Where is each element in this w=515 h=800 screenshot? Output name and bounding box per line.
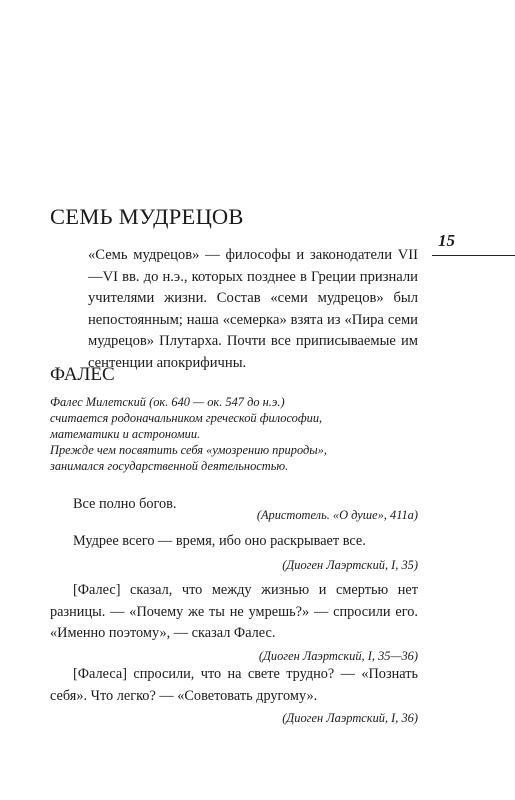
quote-text: Все полно богов. (73, 496, 177, 512)
quote-source: (Аристотель. «О душе», 411а) (256, 507, 418, 522)
section-bio (50, 394, 420, 474)
quote-source: (Диоген Лаэртский, I, 35—36) (258, 648, 418, 663)
bio-line: считается родоначальником греческой философии, (50, 411, 323, 425)
quote-block (50, 664, 418, 726)
quote-source: (Диоген Лаэртский, I, 36) (282, 711, 418, 725)
quote-block (50, 531, 418, 573)
bio-line: занимался государственной деятельностью. (50, 459, 289, 473)
quote-text: Мудрее всего — время, ибо оно раскрывает все. (73, 533, 366, 549)
chapter-title: СЕМЬ МУДРЕЦОВ (50, 204, 244, 229)
quote-text: [Фалес] сказал, что между жизнью и смертью нет разницы. — «Почему же ты не умрешь?» — спросили его. «Именно поэтому», — сказал Фалес. (50, 582, 418, 641)
bio-line: Прежде чем посвятить себя «умозрению природы», (50, 443, 327, 457)
quote-source: (Диоген Лаэртский, I, 35) (282, 557, 418, 572)
section-title: ФАЛЕС (50, 364, 115, 385)
page-number: 15 (438, 231, 455, 250)
quote-block (50, 580, 418, 664)
page-number-rule (432, 255, 515, 256)
bio-line: Фалес Милетский (ок. 640 — ок. 547 до н.э.) (50, 395, 285, 409)
bio-line: математики и астрономии. (50, 427, 201, 441)
quote-block (50, 494, 418, 523)
chapter-intro: «Семь мудрецов» — философы и законодатели VII—VI вв. до н.э., которых позднее в Греции признали учителями жизни. Состав «семи мудрецов» был непостоянным; наша «семерка» взята из «Пира семи мудрецов» Плутарха. Почти все приписываемые им сентенции апокрифичны. (88, 247, 418, 371)
quote-text: [Фалеса] спросили, что на свете трудно? — «Познать себя». Что легко? — «Советовать другому». (50, 666, 418, 704)
